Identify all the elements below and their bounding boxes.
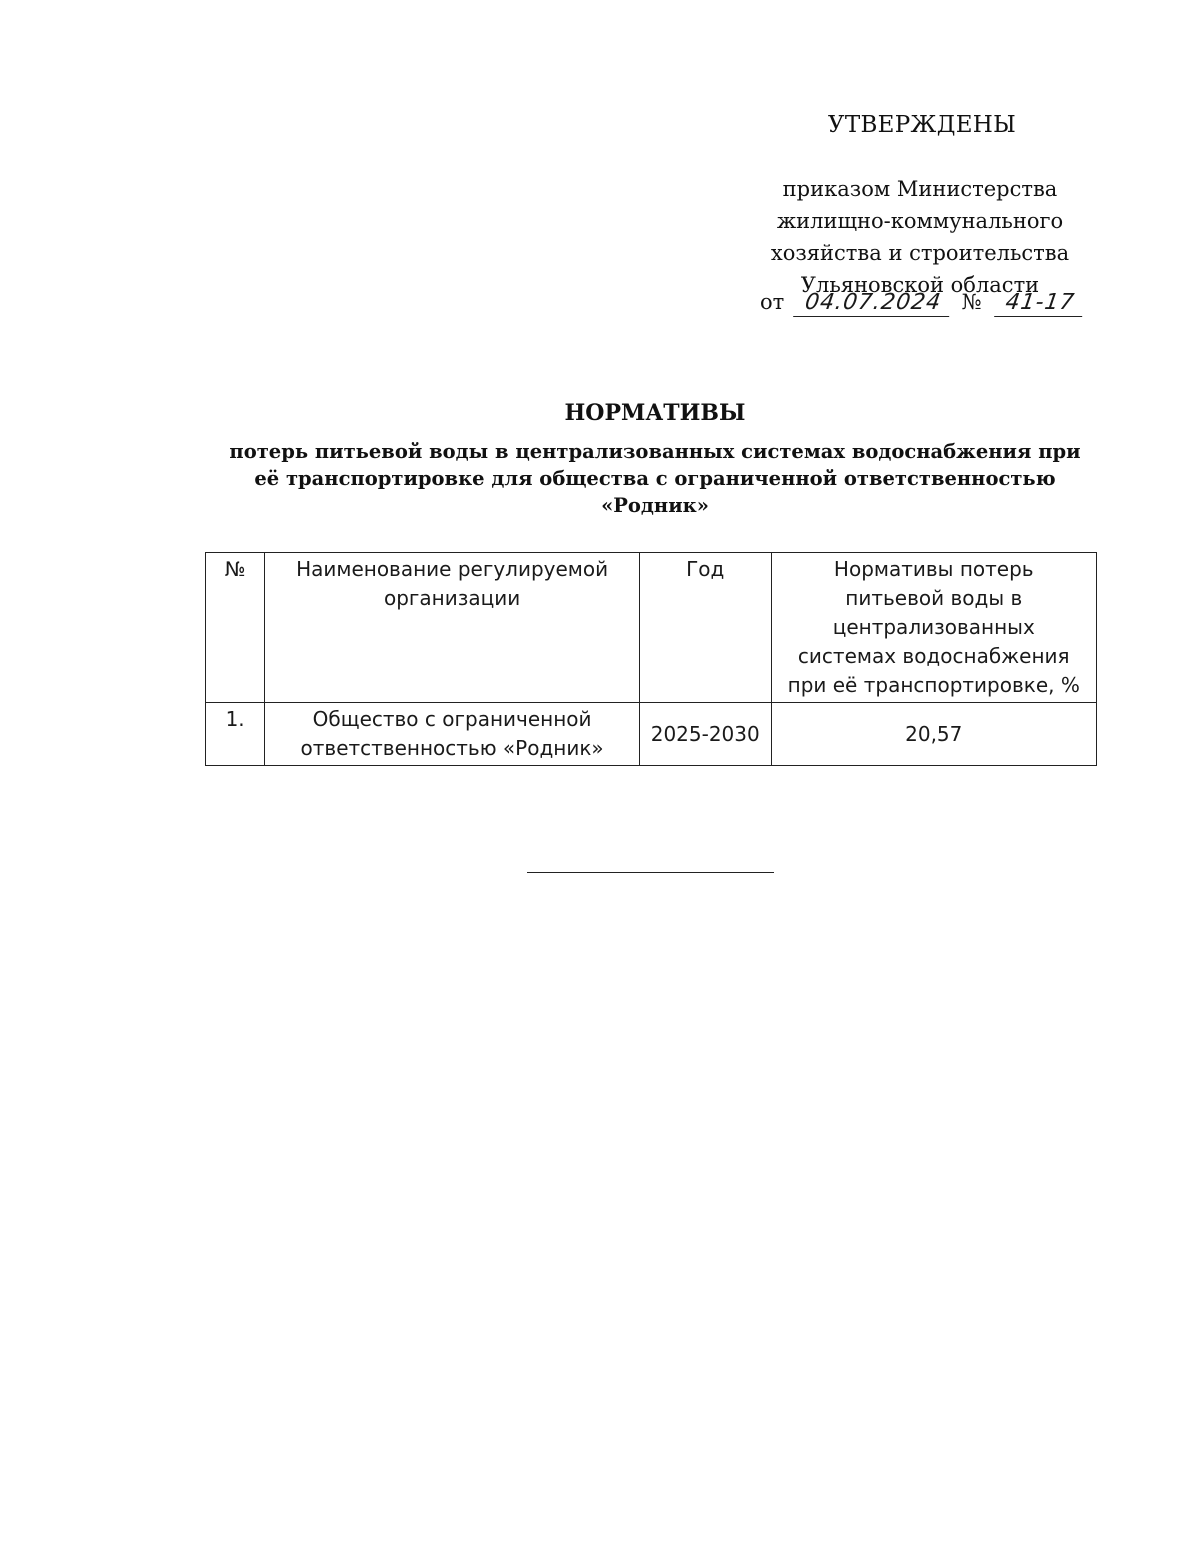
header-norm-line: централизованных [832,615,1035,639]
table-row [206,703,1097,766]
cell-num: 1. [206,703,265,766]
cell-organization-line: ответственностью «Родник» [300,736,604,760]
approval-line: Ульяновской области [800,273,1040,297]
header-year: Год [639,553,771,703]
header-norm-line: питьевой воды в [845,586,1023,610]
order-number-sign: № [961,290,982,314]
approval-line: приказом Министерства [782,177,1058,201]
approval-line: хозяйства и строительства [770,241,1070,265]
subtitle-line: потерь питьевой воды в централизованных системах водоснабжения при [229,440,1081,463]
cell-organization-line: Общество с ограниченной [312,707,592,731]
cell-norm: 20,57 [771,703,1096,766]
approval-authority [740,173,1100,301]
header-organization-line: организации [383,586,521,610]
cell-year: 2025-2030 [639,703,771,766]
header-norm-line: системах водоснабжения [797,644,1070,668]
order-reference [760,290,1084,324]
document-title: НОРМАТИВЫ [564,400,746,426]
cell-organization [265,703,640,766]
approval-title: УТВЕРЖДЕНЫ [827,112,1017,138]
header-organization-line: Наименование регулируемой [296,557,609,581]
document-subtitle [200,438,1110,519]
subtitle-line: её транспортировке для общества с ограниченной ответственностью [254,467,1056,490]
subtitle-line: «Родник» [601,494,709,517]
header-norm-line: Нормативы потерь [833,557,1034,581]
order-number-handwritten: 41-17 [994,290,1086,317]
end-divider [527,872,774,873]
table-header-row [206,553,1097,703]
header-organization [265,553,640,703]
header-num: № [206,553,265,703]
approval-line: жилищно-коммунального [776,209,1064,233]
header-norm-line: при её транспортировке, % [787,673,1080,697]
order-from-prefix: от [760,290,785,314]
order-date-handwritten: 04.07.2024 [793,290,953,317]
norms-table [205,552,1097,766]
header-norm [771,553,1096,703]
